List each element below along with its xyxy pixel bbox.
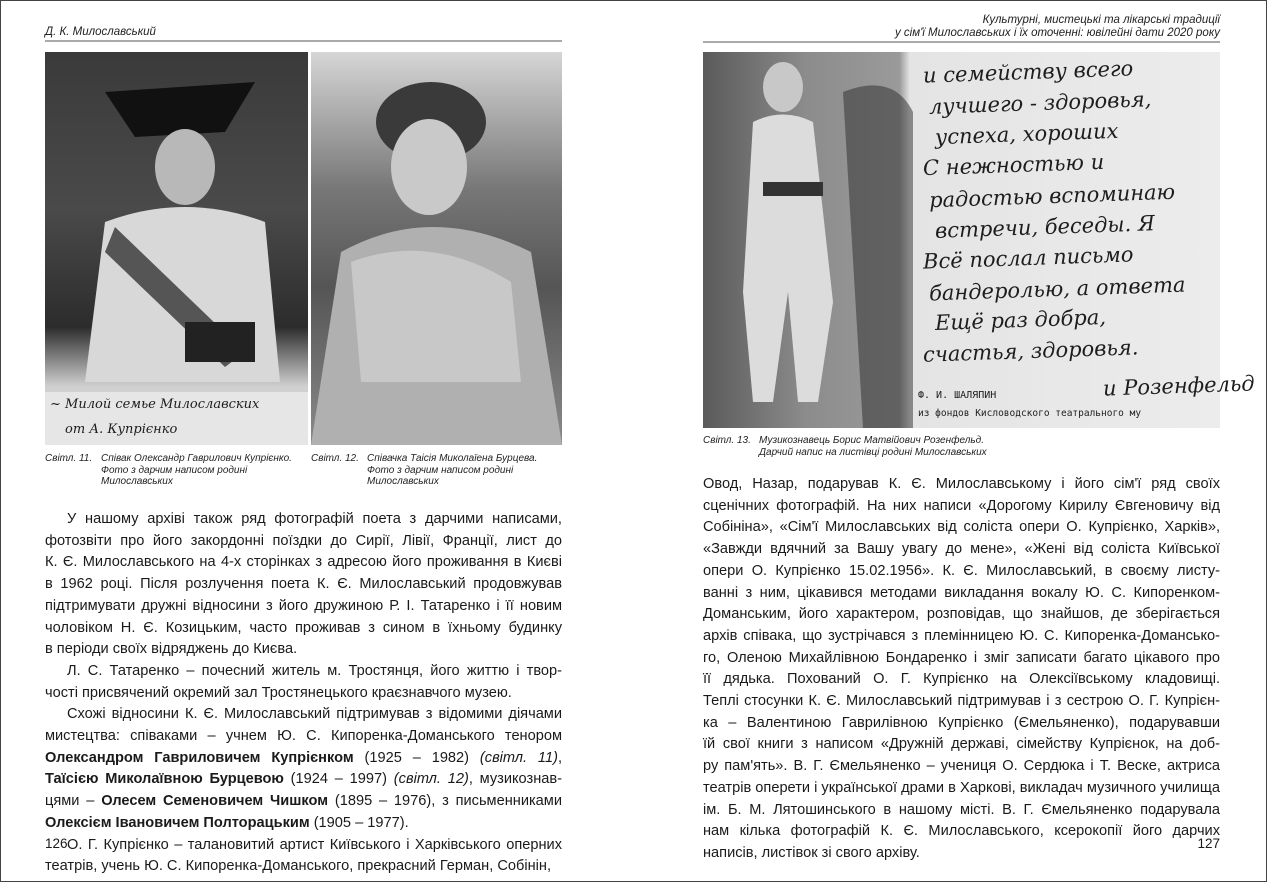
bold-name: Олесем Семеновичем Чишком bbox=[101, 793, 329, 810]
caption-line: Співак Олександр Гаврилович Купрієнко. bbox=[101, 453, 292, 464]
caption-line: Милославських bbox=[367, 476, 439, 487]
header-rule-right bbox=[703, 41, 1220, 43]
text-line: архів співака, що зустрічався з племінницею Ю. С. Кипоренка-Домансько- bbox=[703, 627, 1220, 644]
header-line: у сім'ї Милославських і їх оточенні: ювілейні дати 2020 року bbox=[894, 27, 1220, 39]
caption-line: Фото з дарчим написом родині bbox=[101, 464, 248, 476]
text-line: фотозвіти про його закордонні поїздки до Сирії, Лівії, Франції, лист до bbox=[45, 532, 562, 549]
text-line: ру пам'ять». В. Г. Ємельяненко – учениця О. Сердюка і Т. Веске, актриса bbox=[703, 758, 1220, 775]
text-line: сценічних фотографій. На них написи «Дорогому Кирилу Євгеновичу від bbox=[703, 497, 1220, 514]
caption-number: Світл. 13. bbox=[703, 435, 751, 446]
figure-reference: (світл. 12) bbox=[393, 771, 469, 788]
running-header-right bbox=[895, 14, 1220, 40]
text-line: Доманським, його характером, розповідав, що знайшов, де зберігається bbox=[703, 606, 1220, 623]
photo-burtseva bbox=[311, 52, 562, 445]
singer-silhouette bbox=[45, 52, 308, 445]
paragraph bbox=[45, 835, 562, 878]
text-segment: цями – bbox=[45, 793, 102, 810]
text-line: Л. С. Татаренко – почесний житель м. Тростянця, його життю і твор- bbox=[67, 662, 562, 679]
text-line: Теплі стосунки К. Є. Милославський підтримував і з сестрою О. Г. Купрієн- bbox=[703, 693, 1220, 710]
handwriting-line: успеха, хороших bbox=[934, 118, 1119, 150]
caption-line: Співачка Таісія Миколаїена Бурцева. bbox=[367, 453, 538, 464]
man-silhouette bbox=[703, 52, 913, 428]
text-line: О. Г. Купрієнко – талановитий артист Київського і Харківського оперних bbox=[67, 836, 562, 853]
text-line: написів, листівок зі свого архіву. bbox=[703, 844, 920, 861]
caption-text bbox=[367, 453, 537, 488]
caption-12 bbox=[311, 453, 562, 488]
handwriting-inscription: ~ Милой семье Милославских bbox=[50, 397, 260, 412]
caption-number: Світл. 12. bbox=[311, 453, 359, 464]
page-number-right: 127 bbox=[1197, 836, 1220, 851]
header-rule-left bbox=[45, 40, 562, 42]
handwriting-line: лучшего - здоровья, bbox=[928, 87, 1152, 119]
text-line: чості присвячений окремий зал Тростянецького краєзнавчого музею. bbox=[45, 684, 512, 701]
handwriting-line: бандеролью, а ответа bbox=[928, 272, 1186, 306]
text-segment: (1925 – 1982) bbox=[353, 749, 480, 766]
text-line: Схожі відносини К. Є. Милославський підтримував з відомими діячами bbox=[67, 706, 562, 723]
text-line: ім. Б. М. Лятошинського в нашому місті. В. Г. Ємельяненко подарувала bbox=[703, 801, 1220, 818]
text-line: театрів, учень Ю. С. Кипоренка-Доманського, прекрасний Герман, Собінін, bbox=[45, 858, 551, 875]
caption-number: Світл. 11. bbox=[45, 453, 93, 464]
text-line: в 1962 році. Після розлучення поета К. Є. Милославський продовжував bbox=[45, 576, 562, 593]
bold-name: Таїсією Миколаївною Бурцевою bbox=[45, 771, 284, 788]
text-line bbox=[45, 769, 562, 791]
right-body-text bbox=[703, 474, 1220, 865]
caption-line: Милославських bbox=[101, 476, 173, 487]
text-line: театрів оперети і української драми в Харкові, викладач музичного училища bbox=[703, 779, 1220, 796]
paragraph bbox=[45, 704, 562, 834]
handwriting-line: счастья, здоровья. bbox=[922, 335, 1139, 367]
photo-print-title: Ф. И. ШАЛЯПИН bbox=[918, 390, 997, 401]
page-number-left: 126 bbox=[45, 836, 68, 851]
handwriting-line: радостью вспоминаю bbox=[928, 179, 1176, 213]
photo-kuprienko bbox=[45, 52, 308, 445]
text-line: У нашому архіві також ряд фотографій поета з дарчими написами, bbox=[67, 511, 562, 527]
text-line: К. Є. Милославського на 4-х сторінках з адресою його проживання в Києві bbox=[45, 554, 562, 571]
left-body-text bbox=[45, 509, 562, 878]
singer-silhouette bbox=[311, 52, 562, 445]
text-line: в періоди своїх відряджень до Києва. bbox=[45, 641, 298, 658]
text-segment: (1924 – 1997) bbox=[283, 771, 394, 788]
text-segment: , bbox=[557, 749, 562, 766]
text-line: ка – Валентиною Гаврилівною Купрієнко (Ємельяненко), подарувавши bbox=[703, 714, 1220, 731]
running-header-left: Д. К. Милославський bbox=[45, 26, 156, 38]
paragraph bbox=[45, 661, 562, 704]
text-line: ванні з ним, цікавився методами викладання вокалу Ю. С. Кипоренком- bbox=[703, 584, 1220, 601]
text-line: мистецтва: співаками – учнем Ю. С. Кипоренка-Доманського тенором bbox=[45, 728, 562, 745]
handwriting-line: и Розенфельд bbox=[1102, 371, 1256, 401]
caption-11 bbox=[45, 453, 308, 488]
photo-print-source: из фондов Кисловодского театрального му bbox=[918, 408, 1142, 419]
caption-line: Дарчий напис на листівці родині Милославських bbox=[759, 446, 987, 458]
handwriting-signature: от А. Купрієнко bbox=[65, 422, 178, 437]
text-line: Овод, Назар, подарував К. Є. Милославському і його сім'ї ряд своїх bbox=[703, 476, 1220, 492]
text-line: Собініна», «Сім'ї Милославських від соліста опери О. Купрієнко, Харків», bbox=[703, 519, 1220, 536]
bold-name: Олексієм Івановичем Полторацьким bbox=[45, 814, 310, 831]
handwriting-line: С нежностью и bbox=[922, 149, 1105, 181]
text-line: підтримувати дружні відносини з його дружиною Р. І. Татаренко і її новим bbox=[45, 597, 562, 614]
text-line: їй свої книги з написом «Дружній державі, сімейству Купрієнок, на доб- bbox=[703, 736, 1220, 753]
caption-13 bbox=[703, 435, 1220, 458]
text-segment: (1895 – 1976), з письменниками bbox=[328, 793, 562, 810]
bold-name: Олександром Гавриловичем Купрієнком bbox=[45, 749, 354, 766]
text-segment: , музикознав- bbox=[468, 771, 562, 788]
text-line: нам кілька фотографій К. Є. Милославського, ксерокопії його дарчих bbox=[703, 823, 1220, 840]
text-segment: (1905 – 1977). bbox=[309, 814, 409, 831]
text-line bbox=[45, 813, 562, 835]
handwriting-line: встречи, беседы. Я bbox=[934, 211, 1156, 243]
handwriting-line: Ещё раз добра, bbox=[934, 305, 1107, 335]
paragraph bbox=[703, 474, 1220, 865]
text-line: го, Оленою Михайлівною Бондаренко і зміг записати багато цікавого про bbox=[703, 649, 1220, 666]
text-line: її дядька. Похований О. Г. Купрієнко на Олексіївському кладовищі. bbox=[703, 671, 1220, 688]
caption-text bbox=[759, 435, 987, 458]
caption-text bbox=[101, 453, 292, 488]
handwriting-line: Всё послал письмо bbox=[922, 242, 1134, 274]
handwriting-line: и семейству всего bbox=[922, 56, 1134, 88]
header-line: Культурні, мистецькі та лікарські традиції bbox=[982, 14, 1220, 26]
text-line: опери О. Купрієнко 15.02.1956». К. Є. Милославський, в своєму листу- bbox=[703, 562, 1220, 579]
paragraph bbox=[45, 509, 562, 661]
caption-line: Музикознавець Борис Матвійович Розенфельд. bbox=[759, 435, 984, 446]
text-line bbox=[45, 791, 562, 813]
caption-line: Фото з дарчим написом родині bbox=[367, 464, 514, 476]
photo-rozenfeld-postcard bbox=[703, 52, 1256, 428]
text-line: «Завжди вдячний за Вашу увагу до мене», «Жені від соліста Київської bbox=[703, 541, 1220, 558]
text-line: чоловіком Н. Є. Козицьким, часто проживав з сином в їхньому будинку bbox=[45, 619, 562, 636]
text-line bbox=[45, 748, 562, 770]
figure-reference: (світл. 11) bbox=[479, 749, 558, 766]
